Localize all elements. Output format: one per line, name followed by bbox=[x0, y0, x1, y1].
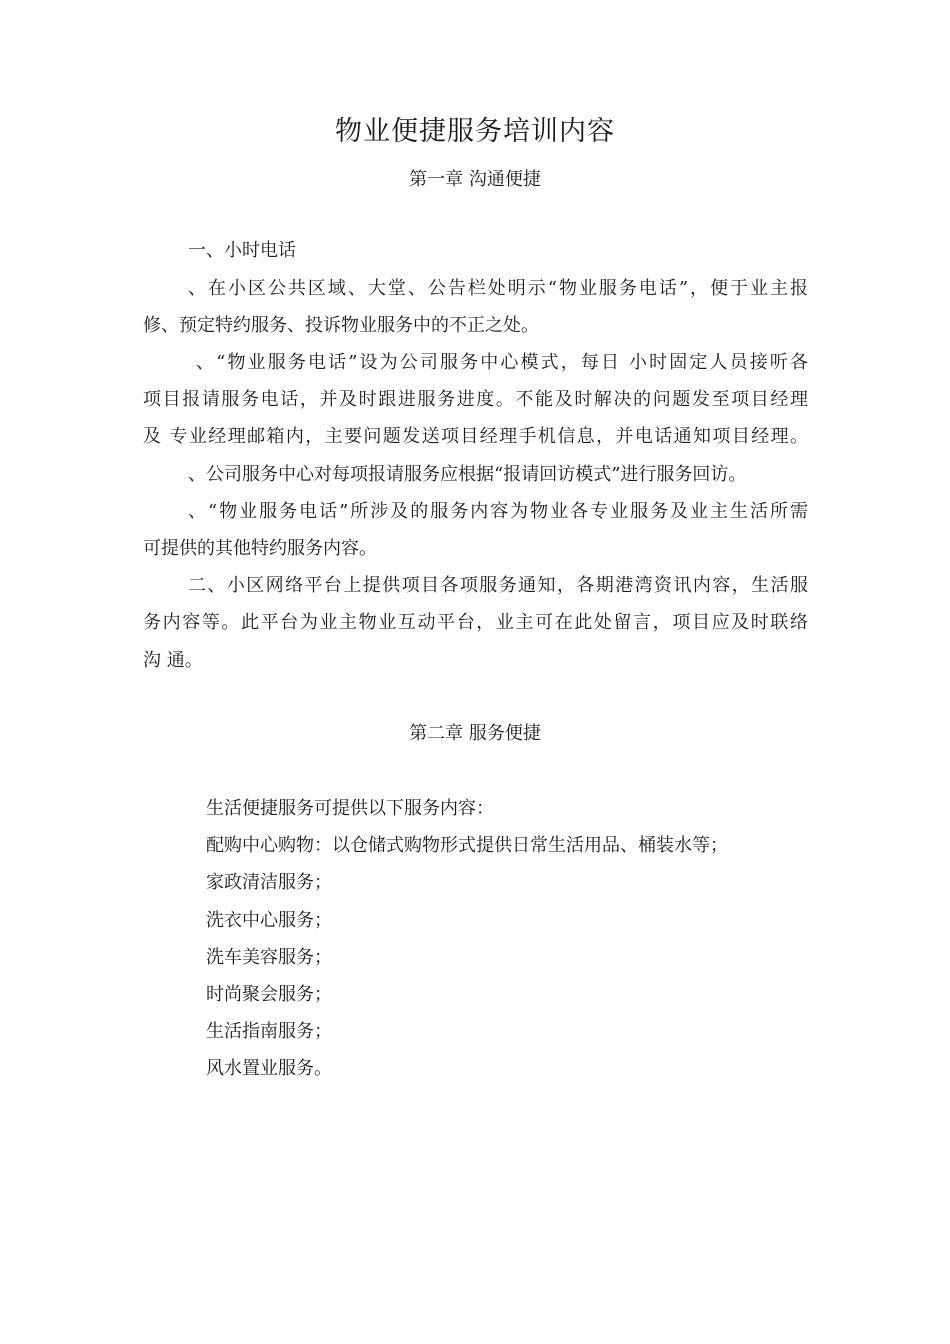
section-2-line-1: 二、小区网络平台上提供项目各项服务通知，各期港湾资讯内容，生活服 bbox=[188, 575, 808, 596]
document-title: 物业便捷服务培训内容 bbox=[335, 116, 615, 147]
section-1-heading: 一、小时电话 bbox=[188, 240, 296, 261]
paragraph-1-line-1: 、在小区公共区域、大堂、公告栏处明示“物业服务电话”，便于业主报 bbox=[188, 278, 808, 299]
services-intro: 生活便捷服务可提供以下服务内容： bbox=[206, 798, 494, 819]
service-item: 洗车美容服务； bbox=[206, 947, 332, 968]
paragraph-2-line-2: 项目报请服务电话，并及时跟进服务进度。不能及时解决的问题发至项目经理 bbox=[143, 389, 808, 410]
section-2-line-3: 沟 通。 bbox=[143, 650, 203, 671]
service-item: 配购中心购物：以仓储式购物形式提供日常生活用品、桶装水等； bbox=[206, 835, 728, 856]
service-item: 风水置业服务。 bbox=[206, 1058, 332, 1079]
service-item: 家政清洁服务； bbox=[206, 872, 332, 893]
paragraph-3-line-1: 、公司服务中心对每项报请服务应根据“报请回访模式”进行服务回访。 bbox=[188, 464, 747, 485]
paragraph-1-line-2: 修、预定特约服务、投诉物业服务中的不正之处。 bbox=[143, 315, 539, 336]
service-item: 生活指南服务； bbox=[206, 1021, 332, 1042]
service-item: 时尚聚会服务； bbox=[206, 984, 332, 1005]
chapter-2-heading: 第二章 服务便捷 bbox=[409, 723, 541, 744]
section-2-line-2: 务内容等。此平台为业主物业互动平台，业主可在此处留言，项目应及时联络 bbox=[143, 612, 808, 633]
paragraph-4-line-2: 可提供的其他特约服务内容。 bbox=[143, 538, 377, 559]
service-item: 洗衣中心服务； bbox=[206, 910, 332, 931]
paragraph-4-line-1: 、“物业服务电话”所涉及的服务内容为物业各专业服务及业主生活所需 bbox=[188, 501, 808, 522]
paragraph-2-line-3: 及 专业经理邮箱内，主要问题发送项目经理手机信息，并电话通知项目经理。 bbox=[143, 426, 808, 447]
chapter-1-heading: 第一章 沟通便捷 bbox=[409, 169, 541, 190]
paragraph-2-line-1: 、“物业服务电话”设为公司服务中心模式，每日 小时固定人员接听各 bbox=[196, 352, 808, 373]
